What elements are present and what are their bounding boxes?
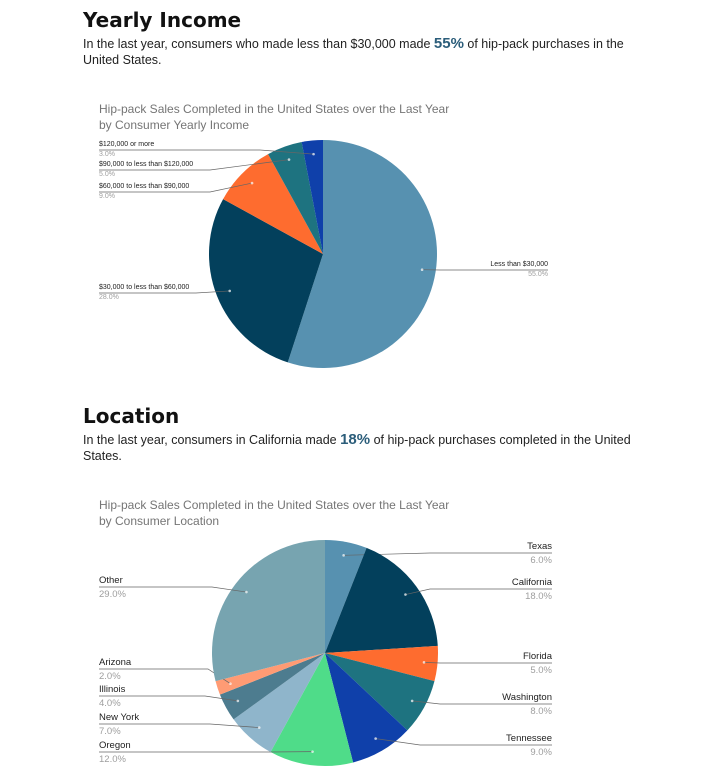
slice-value-new-york: 7.0% <box>99 726 121 737</box>
chart-title-line: Hip-pack Sales Completed in the United States over the Last Year <box>99 498 450 512</box>
slice-value-90-000-to-less-than-120-000: 5.0% <box>99 171 115 178</box>
slice-label-60-000-to-less-than-90-000: $60,000 to less than $90,000 <box>99 183 190 190</box>
slice-value-tennessee: 9.0% <box>530 747 552 758</box>
slice-label-oregon: Oregon <box>99 740 131 751</box>
slice-value-illinois: 4.0% <box>99 698 121 709</box>
leader-dot-florida <box>423 661 426 664</box>
slice-label-120-000-or-more: $120,000 or more <box>99 141 155 148</box>
leader-dot-washington <box>411 700 414 703</box>
slice-value-washington: 8.0% <box>530 706 552 717</box>
leader-dot-texas <box>342 554 345 557</box>
leader-dot-other <box>245 591 248 594</box>
slice-label-illinois: Illinois <box>99 684 126 695</box>
location-heading: Location <box>83 404 180 428</box>
slice-label-tennessee: Tennessee <box>506 733 552 744</box>
chart-title-line: Hip-pack Sales Completed in the United States over the Last Year <box>99 102 450 116</box>
chart-title-line: by Consumer Location <box>99 514 220 528</box>
income-highlight: 55% <box>433 35 464 52</box>
leader-dot-illinois <box>237 700 240 703</box>
slice-value-less-than-30-000: 55.0% <box>528 271 548 278</box>
slice-label-florida: Florida <box>522 651 552 662</box>
chart-title-line: by Consumer Yearly Income <box>99 118 250 132</box>
income-description <box>83 36 643 68</box>
location-highlight: 18% <box>340 431 371 448</box>
location-pie-chart <box>0 488 727 778</box>
slice-label-other: Other <box>99 575 123 586</box>
slice-value-30-000-to-less-than-60-000: 28.0% <box>99 294 119 301</box>
slice-value-other: 29.0% <box>99 589 126 600</box>
slice-label-california: California <box>511 577 552 588</box>
income-desc-text-1: In the last year, consumers who made less than $30,000 made <box>83 37 434 51</box>
slice-label-new-york: New York <box>99 712 140 723</box>
income-desc-text-2: of hip-pack purchases in the United States. <box>83 37 624 67</box>
slice-label-washington: Washington <box>502 692 552 703</box>
slice-label-texas: Texas <box>527 541 552 552</box>
leader-line-florida <box>424 662 552 663</box>
income-pie-chart <box>0 90 727 390</box>
slice-value-arizona: 2.0% <box>99 671 121 682</box>
slice-value-60-000-to-less-than-90-000: 9.0% <box>99 193 115 200</box>
location-desc-text-1: In the last year, consumers in California made <box>83 433 341 447</box>
slice-label-30-000-to-less-than-60-000: $30,000 to less than $60,000 <box>99 284 190 291</box>
slice-label-90-000-to-less-than-120-000: $90,000 to less than $120,000 <box>99 161 194 168</box>
leader-dot-120-000-or-more <box>312 153 315 156</box>
slice-value-oregon: 12.0% <box>99 754 126 765</box>
slice-value-california: 18.0% <box>525 591 552 602</box>
slice-value-florida: 5.0% <box>530 665 552 676</box>
slice-label-arizona: Arizona <box>99 657 132 668</box>
location-description <box>83 432 643 464</box>
leader-line-30-000-to-less-than-60-000 <box>99 291 230 293</box>
leader-line-new-york <box>99 724 259 728</box>
slice-label-less-than-30-000: Less than $30,000 <box>490 261 548 268</box>
leader-dot-oregon <box>311 750 314 753</box>
leader-dot-90-000-to-less-than-120-000 <box>288 158 291 161</box>
leader-dot-30-000-to-less-than-60-000 <box>228 290 231 293</box>
leader-dot-tennessee <box>374 737 377 740</box>
slice-value-120-000-or-more: 3.0% <box>99 151 115 158</box>
leader-dot-60-000-to-less-than-90-000 <box>251 182 254 185</box>
leader-dot-arizona <box>229 682 232 685</box>
slice-value-texas: 6.0% <box>530 555 552 566</box>
location-desc-text-2: of hip-pack purchases completed in the United States. <box>83 433 631 463</box>
leader-dot-new-york <box>258 726 261 729</box>
income-heading: Yearly Income <box>83 8 242 32</box>
leader-dot-california <box>404 593 407 596</box>
leader-dot-less-than-30-000 <box>421 268 424 271</box>
